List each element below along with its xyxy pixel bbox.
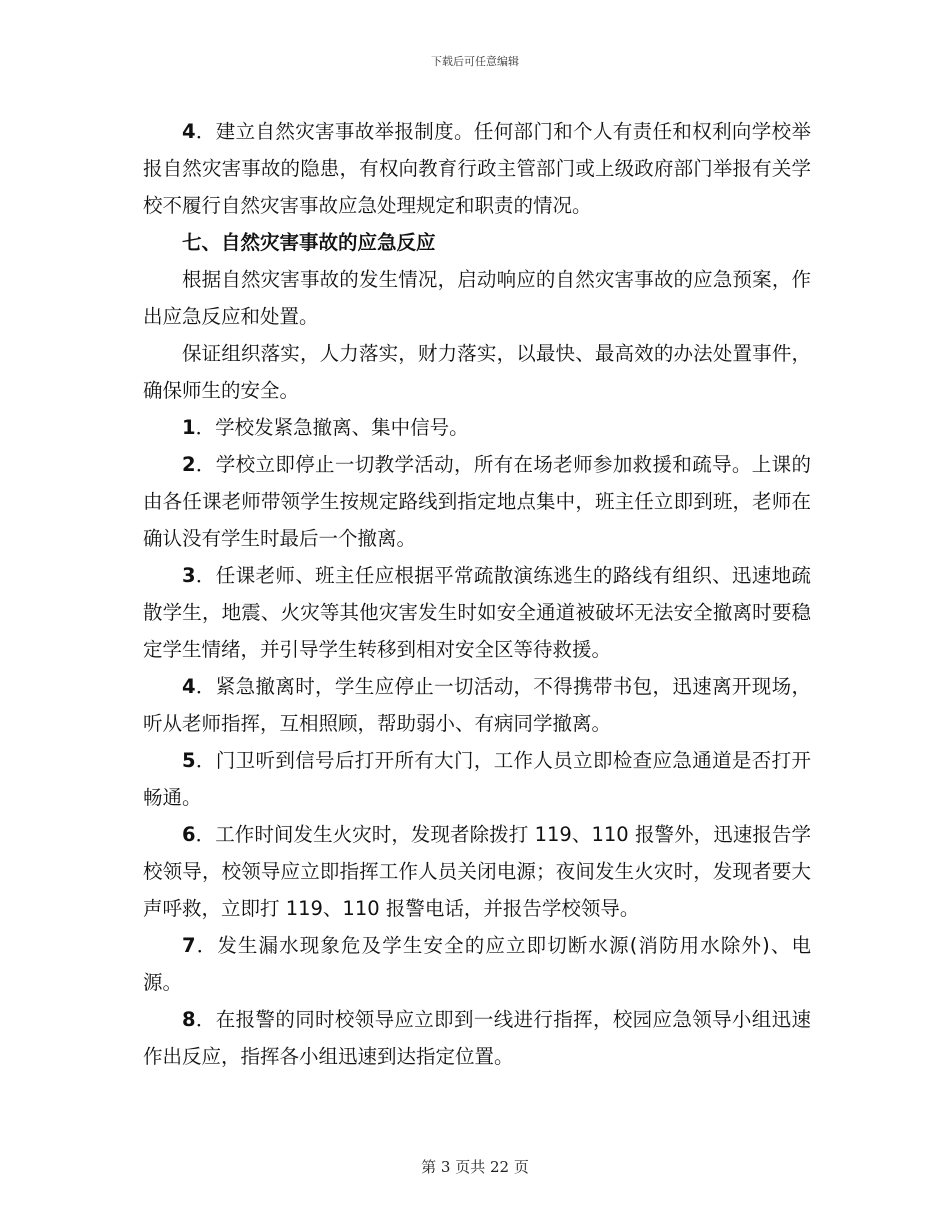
paragraph-text: ．在报警的同时校领导应立即到一线进行指挥，校园应急领导小组迅速作出反应，指挥各小组迅速到达指定位置。 (143, 1008, 811, 1068)
paragraph-item-7 (143, 927, 811, 1001)
paragraph-item-5 (143, 742, 811, 816)
paragraph-item-4 (143, 113, 811, 224)
page-footer: 第 3 页共 22 页 (421, 1158, 529, 1176)
paragraph-text: ．学校立即停止一切教学活动，所有在场老师参加救援和疏导。上课的由各任课老师带领学生按规定路线到指定地点集中，班主任立即到班，老师在确认没有学生时最后一个撤离。 (143, 453, 811, 550)
item-number: 7 (182, 934, 196, 957)
paragraph-text: 根据自然灾害事故的发生情况，启动响应的自然灾害事故的应急预案，作出应急反应和处置。 (143, 268, 811, 328)
paragraph-text: ．建立自然灾害事故举报制度。任何部门和个人有责任和权利向学校举报自然灾害事故的隐患，有权向教育行政主管部门或上级政府部门举报有关学校不履行自然灾害事故应急处理规定和职责的情况。 (143, 120, 811, 217)
item-number: 5 (182, 749, 196, 772)
paragraph-item-2 (143, 446, 811, 557)
document-body (143, 113, 811, 1075)
paragraph-text: ．紧急撤离时，学生应停止一切活动，不得携带书包，迅速离开现场，听从老师指挥，互相照顾，帮助弱小、有病同学撤离。 (143, 675, 811, 735)
paragraph-text: 保证组织落实，人力落实，财力落实，以最快、最高效的办法处置事件，确保师生的安全。 (143, 342, 811, 402)
paragraph-text: ．学校发紧急撤离、集中信号。 (195, 416, 469, 439)
item-number: 3 (182, 564, 196, 587)
paragraph-item-6 (143, 816, 811, 927)
item-number: 8 (182, 1008, 196, 1031)
item-number: 4 (182, 120, 196, 143)
paragraph-intro (143, 261, 811, 335)
item-number: 4 (182, 675, 196, 698)
paragraph-item-8 (143, 1001, 811, 1075)
paragraph-item-1 (143, 409, 811, 446)
section-heading: 七、自然灾害事故的应急反应 (182, 231, 436, 254)
item-number: 2 (182, 453, 196, 476)
paragraph-text: ．工作时间发生火灾时，发现者除拨打 119、110 报警外，迅速报告学校领导，校领导应立即指挥工作人员关闭电源；夜间发生火灾时，发现者要大声呼救，立即打 119、110 报警电话，并报告学校领导。 (143, 823, 811, 920)
paragraph-guarantee (143, 335, 811, 409)
item-number: 6 (182, 823, 196, 846)
paragraph-text: ．任课老师、班主任应根据平常疏散演练逃生的路线有组织、迅速地疏散学生，地震、火灾等其他灾害发生时如安全通道被破坏无法安全撤离时要稳定学生情绪，并引导学生转移到相对安全区等待救援。 (143, 564, 811, 661)
paragraph-item-4b (143, 668, 811, 742)
item-number: 1 (182, 416, 196, 439)
paragraph-text: ．发生漏水现象危及学生安全的应立即切断水源(消防用水除外)、电源。 (143, 934, 811, 994)
page-header: 下载后可任意编辑 (431, 55, 519, 68)
paragraph-text: ．门卫听到信号后打开所有大门，工作人员立即检查应急通道是否打开畅通。 (143, 749, 811, 809)
paragraph-item-3 (143, 557, 811, 668)
